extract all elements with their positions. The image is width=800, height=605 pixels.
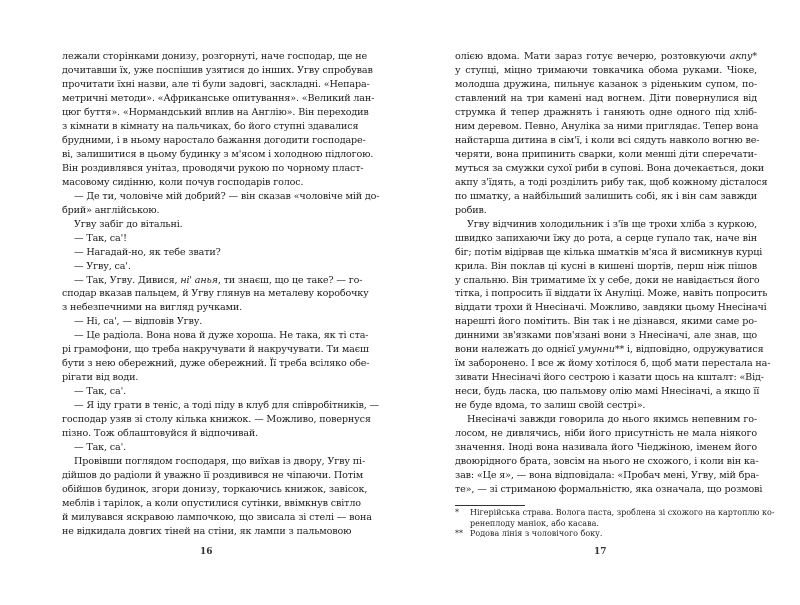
left-text-line: — Угву, са'.	[74, 260, 131, 272]
left-text-line: з кімнати в кімнату на пальчиках, бо його ступні здавалися	[62, 120, 359, 132]
right-text-line: молодша дружина, пильнує казанок з ріденьким супом, по-	[455, 78, 757, 90]
left-text-line: не відкидала довгих тіней на стіни, як лампи з пальмовою	[62, 525, 352, 537]
right-text-line: двоюрідного брата, зовсім на нього не схожого, і коли він ка-	[455, 456, 759, 468]
left-text-line: — Так, Угву. Дивися, ні' анья, ти знаєш, що це таке? — го-	[74, 274, 363, 286]
right-text-line: тітка, і попросить її віддати їх Ануліці. Може, навіть попросить	[455, 288, 768, 300]
left-text-line: бути з нею обережний, дуже обережний. Її треба всіляко обе-	[62, 358, 370, 370]
italic-term: акпу	[729, 51, 753, 62]
right-text-line: зивати Ннесіначі його сестрою і казати щось на кшталт: «Від-	[455, 372, 764, 384]
footnote-text-line: ренеплоду маніок, або касава.	[470, 518, 599, 528]
right-text-line: Ннесіначі завжди говорила до нього якимсь непевним го-	[467, 414, 757, 426]
right-text-line: швидко запихаючи їжу до рота, а серце гупало так, наче він	[455, 232, 757, 244]
left-text-line: брий» англійською.	[62, 204, 160, 216]
left-text-line: дочитавши їх, уже поспішив узятися до інших. Угву спробував	[62, 64, 373, 76]
right-text-line: по шматку, а найбільший залишить собі, як і він сам завжди	[455, 190, 757, 202]
page-number-left: 16	[200, 547, 213, 557]
left-text-line: рі грамофони, що треба накручувати й накручувати. Ти маєш	[62, 344, 369, 356]
right-text-line: черяти, вона припинить сварки, коли менші діти сперечати-	[455, 148, 757, 160]
left-text-line: брудними, і в ньому наростало бажання догодити господаре-	[62, 134, 366, 146]
left-text-line: з небезпечними на вигляд ручками.	[62, 302, 243, 314]
right-text-line: їм заборонено. І все ж йому хотілося б, щоб мати перестала на-	[455, 358, 771, 370]
right-text-line: у спальню. Він триматиме їх у себе, доки не навідається його	[455, 274, 760, 286]
left-text-line: рігати від води.	[62, 372, 139, 384]
left-text-line: Провівши поглядом господаря, що виїхав із двору, Угву пі-	[74, 456, 366, 468]
right-text-line: лосом, не дивлячись, ніби його присутність не мала ніякого	[455, 428, 757, 440]
right-text-line: біг; потім відірвав ще кілька шматків м'яса й висмикнув курці	[455, 246, 763, 258]
left-text-line: дійшов до радіоли й уважно її роздивився не чіпаючи. Потім	[62, 470, 364, 482]
right-text-line: динними зв'язками пов'язані вони з Ннесіначі, але знав, що	[455, 330, 757, 342]
right-text-line: нарешті його помітить. Він так і не дізнався, якими саме ро-	[455, 316, 757, 328]
left-text-line: — Я іду грати в теніс, а тоді піду в клуб для співробітників, —	[74, 400, 379, 412]
right-text-line: ставлений на три камені над вогнем. Діти повернулися від	[455, 92, 757, 104]
right-text-line: робив.	[455, 204, 487, 216]
right-text-line: вони належать до однієї умунни** і, відповідно, одружуватися	[455, 344, 764, 356]
right-text-line: крила. Він поклав ці кусні в кишені шортів, перш ніж пішов	[455, 260, 757, 272]
left-text-line: — Так, са'.	[74, 442, 126, 454]
right-text-line: олією вдома. Мати зараз готує вечерю, розтовкуючи акпу*	[455, 51, 757, 62]
footnote-text-line: Нігерійська страва. Волога паста, зроблена зі схожого на картоплю ко-	[470, 508, 775, 517]
right-text-line: віддати трохи й Ннесіначі. Можливо, завдяки цьому Ннесіначі	[455, 302, 767, 314]
left-page-body-text	[62, 50, 380, 539]
italic-term: ні' анья	[180, 274, 218, 286]
left-text-line: — Де ти, чоловіче мій добрий? — він сказав «чоловіче мій до-	[74, 190, 380, 202]
right-page	[400, 0, 800, 605]
right-text-line: не буде вдома, то залиш своїй сестрі».	[455, 400, 646, 412]
footnote-text-line: Родова лінія з чоловічого боку.	[470, 529, 603, 538]
right-text-line: струмка й тепер дражнять і ганяють одне одного під хліб-	[455, 106, 757, 118]
right-page-body-text	[455, 50, 771, 497]
left-text-line: сподар вказав пальцем, й Угву глянув на металеву коробочку	[62, 288, 369, 300]
right-text-line: те», — зі стриманою формальністю, яка означала, що розмові	[455, 484, 763, 496]
left-text-line: Угву забіг до вітальні.	[74, 218, 183, 230]
right-text-line: акпу з'їдять, а тоді розділить рибу так, щоб кожному дісталося	[455, 176, 768, 188]
left-text-line: — Ні, са', — відповів Угву.	[74, 316, 203, 328]
page-number-right: 17	[594, 547, 607, 557]
right-text-line: найстарша дитина в сім'ї, і коли всі сядуть навколо вогню ве-	[455, 134, 760, 146]
left-text-line: — Так, са'.	[74, 386, 126, 398]
left-text-line: й милувався яскравою лампочкою, що звисала зі стелі — вона	[62, 511, 372, 523]
right-text-line: муться за смужки сухої риби в супові. Вона дочекається, доки	[455, 162, 765, 174]
left-text-line: господар узяв зі столу кілька книжок. — Можливо, повернуся	[62, 414, 371, 426]
left-text-line: цюг буття». «Нормандський вплив на Англію». Він переходив	[62, 106, 369, 118]
footnote-marker: **	[455, 529, 463, 538]
left-text-line: метричні методи». «Африканське опитування». «Великий лан-	[62, 92, 375, 104]
left-text-line: лежали сторінками донизу, розгорнуті, наче господар, ще не	[62, 51, 368, 62]
left-text-line: обійшов будинок, згори донизу, торкаючись книжок, завісок,	[62, 484, 368, 496]
right-text-line: неси, будь ласка, цю пальмову олію мамі Ннесіначі, а якщо її	[455, 386, 760, 398]
left-text-line: Він роздивлявся унітаз, проводячи рукою по чорному пласт-	[62, 162, 364, 174]
footnote-marker: *	[455, 508, 459, 517]
footnote	[455, 529, 757, 540]
right-text-line: у ступці, міцно тримаючи товкачика обома руками. Чіоке,	[455, 64, 757, 76]
left-text-line: масовому сидінню, коли почув господарів голос.	[62, 176, 304, 188]
left-text-line: прочитати їхні назви, але ті були задовгі, заскладні. «Непара-	[62, 78, 370, 90]
footnotes	[455, 508, 775, 540]
left-text-line: — Це радіола. Вона нова й дуже хороша. Не така, як ті ста-	[74, 330, 369, 342]
left-text-line: — Так, са'!	[74, 232, 127, 244]
left-text-line: меблів і тарілок, а коли опустилися сутінки, ввімкнув світло	[62, 498, 361, 509]
right-text-line: значення. Іноді вона називала його Чіеджіною, іменем його	[455, 442, 757, 454]
left-text-line: — Нагадай-но, як тебе звати?	[74, 246, 221, 258]
footnote-divider	[455, 505, 525, 506]
right-text-line: зав: «Це я», — вона відповідала: «Пробач мені, Угву, мій бра-	[455, 470, 759, 482]
italic-term: умунни	[577, 344, 615, 356]
left-text-line: ві, залишитися в цьому будинку з м'ясом і холодною підлогою.	[62, 148, 374, 160]
left-text-line: пізно. Тож облаштовуйся й відпочивай.	[62, 428, 259, 440]
footnote	[455, 508, 775, 529]
right-text-line: Угву відчинив холодильник і з'їв ще трохи хліба з куркою,	[467, 218, 757, 230]
right-text-line: ним деревом. Певно, Ануліка за ними приглядає. Тепер вона	[455, 120, 759, 132]
